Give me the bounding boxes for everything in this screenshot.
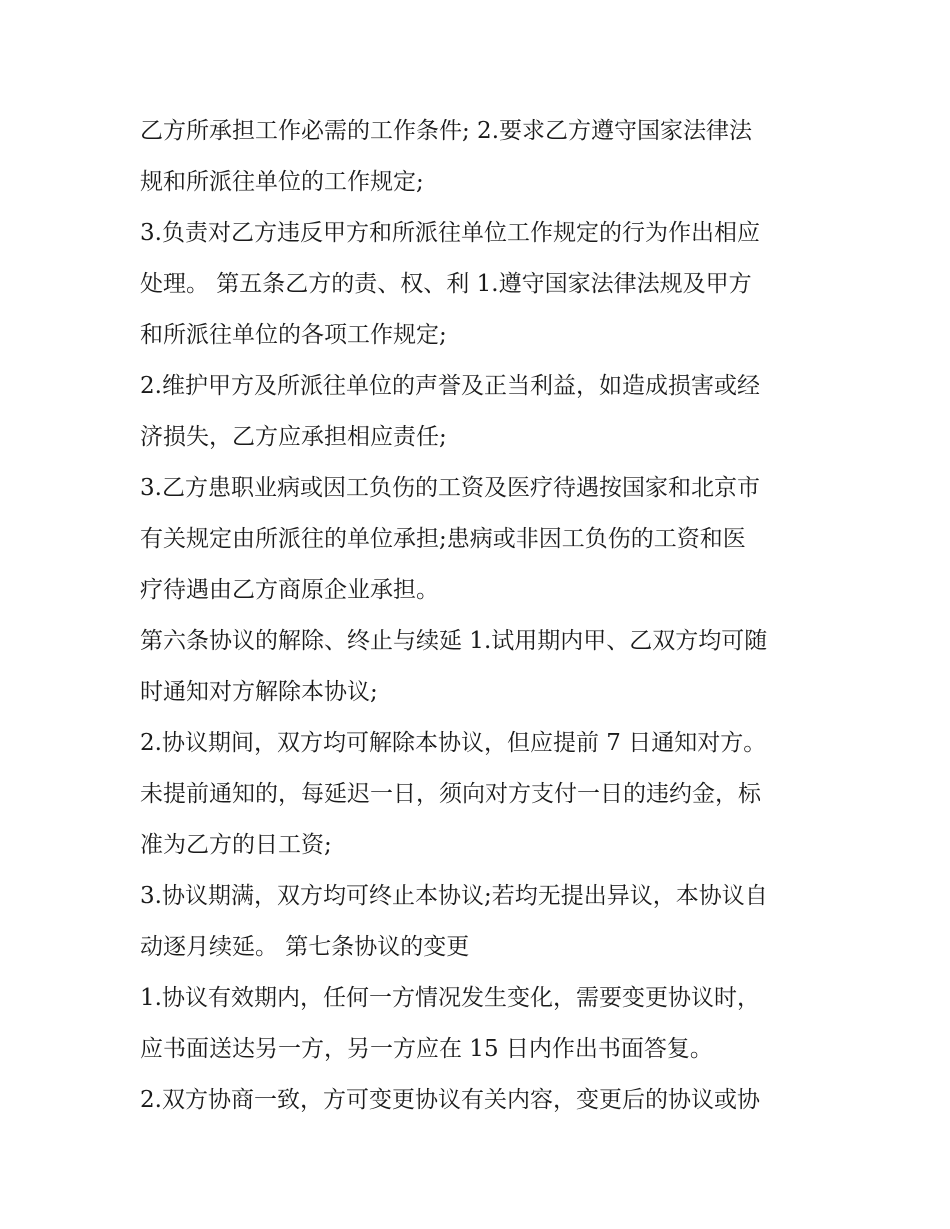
text-line: 有关规定由所派往的单位承担;患病或非因工负伤的工资和医 bbox=[140, 526, 746, 552]
text-line: 3.负责对乙方违反甲方和所派往单位工作规定的行为作出相应 bbox=[140, 220, 760, 246]
text-line: 应书面送达另一方，另一方应在 15 日内作出书面答复。 bbox=[140, 1036, 713, 1062]
text-line: 第六条协议的解除、终止与续延 1.试用期内甲、乙双方均可随 bbox=[140, 628, 768, 654]
text-line: 1.协议有效期内，任何一方情况发生变化，需要变更协议时， bbox=[140, 985, 760, 1011]
text-line: 济损失，乙方应承担相应责任; bbox=[140, 424, 447, 450]
text-line: 动逐月续延。 第七条协议的变更 bbox=[140, 934, 470, 960]
text-line: 2.维护甲方及所派往单位的声誉及正当利益，如造成损害或经 bbox=[140, 373, 760, 399]
text-line: 2.双方协商一致，方可变更协议有关内容，变更后的协议或协 bbox=[140, 1087, 760, 1113]
text-line: 2.协议期间，双方均可解除本协议，但应提前 7 日通知对方。 bbox=[140, 730, 767, 756]
text-line: 疗待遇由乙方商原企业承担。 bbox=[140, 577, 439, 603]
text-line: 3.协议期满，双方均可终止本协议;若均无提出异议，本协议自 bbox=[140, 883, 768, 909]
text-line: 3.乙方患职业病或因工负伤的工资及医疗待遇按国家和北京市 bbox=[140, 475, 760, 501]
text-line: 规和所派往单位的工作规定; bbox=[140, 169, 424, 195]
text-line: 未提前通知的，每延迟一日，须向对方支付一日的违约金，标 bbox=[140, 781, 761, 807]
text-line: 处理。 第五条乙方的责、权、利 1.遵守国家法律法规及甲方 bbox=[140, 271, 752, 297]
text-line: 时通知对方解除本协议; bbox=[140, 679, 378, 705]
text-line: 和所派往单位的各项工作规定; bbox=[140, 322, 447, 348]
document-body bbox=[140, 106, 820, 1126]
text-line: 准为乙方的日工资; bbox=[140, 832, 332, 858]
text-line: 乙方所承担工作必需的工作条件; 2.要求乙方遵守国家法律法 bbox=[140, 118, 753, 144]
